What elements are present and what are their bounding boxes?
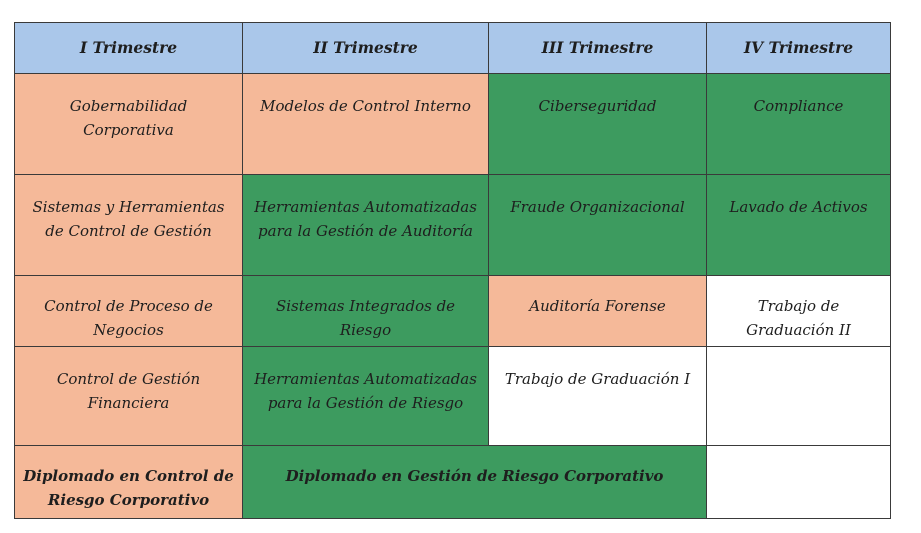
- table-row: [15, 276, 891, 347]
- course-cell: Fraude Organizacional: [489, 175, 707, 276]
- course-cell: Herramientas Automatizadas para la Gestión de Auditoría: [243, 175, 489, 276]
- table-row: [15, 175, 891, 276]
- header-q2: II Trimestre: [243, 23, 489, 74]
- header-q3: III Trimestre: [489, 23, 707, 74]
- schedule-table-wrapper: [14, 22, 890, 519]
- course-cell: Herramientas Automatizadas para la Gestión de Riesgo: [243, 347, 489, 446]
- course-cell: Ciberseguridad: [489, 74, 707, 175]
- course-cell: Sistemas Integrados de Riesgo: [243, 276, 489, 347]
- course-cell: Control de Proceso de Negocios: [15, 276, 243, 347]
- empty-cell: [707, 347, 891, 446]
- schedule-table: [14, 22, 891, 519]
- empty-cell: [707, 446, 891, 519]
- course-cell: Trabajo de Graduación II: [707, 276, 891, 347]
- course-cell: Control de Gestión Financiera: [15, 347, 243, 446]
- course-cell: Modelos de Control Interno: [243, 74, 489, 175]
- header-q4: IV Trimestre: [707, 23, 891, 74]
- course-cell: Lavado de Activos: [707, 175, 891, 276]
- course-cell: Auditoría Forense: [489, 276, 707, 347]
- header-q1: I Trimestre: [15, 23, 243, 74]
- course-cell: Trabajo de Graduación I: [489, 347, 707, 446]
- diploma-control-riesgo: Diplomado en Control de Riesgo Corporativo: [15, 446, 243, 519]
- course-cell: Compliance: [707, 74, 891, 175]
- course-cell: Gobernabilidad Corporativa: [15, 74, 243, 175]
- diploma-row: [15, 446, 891, 519]
- table-row: [15, 347, 891, 446]
- diploma-gestion-riesgo: Diplomado en Gestión de Riesgo Corporativo: [243, 446, 707, 519]
- header-row: [15, 23, 891, 74]
- course-cell: Sistemas y Herramientas de Control de Gestión: [15, 175, 243, 276]
- table-row: [15, 74, 891, 175]
